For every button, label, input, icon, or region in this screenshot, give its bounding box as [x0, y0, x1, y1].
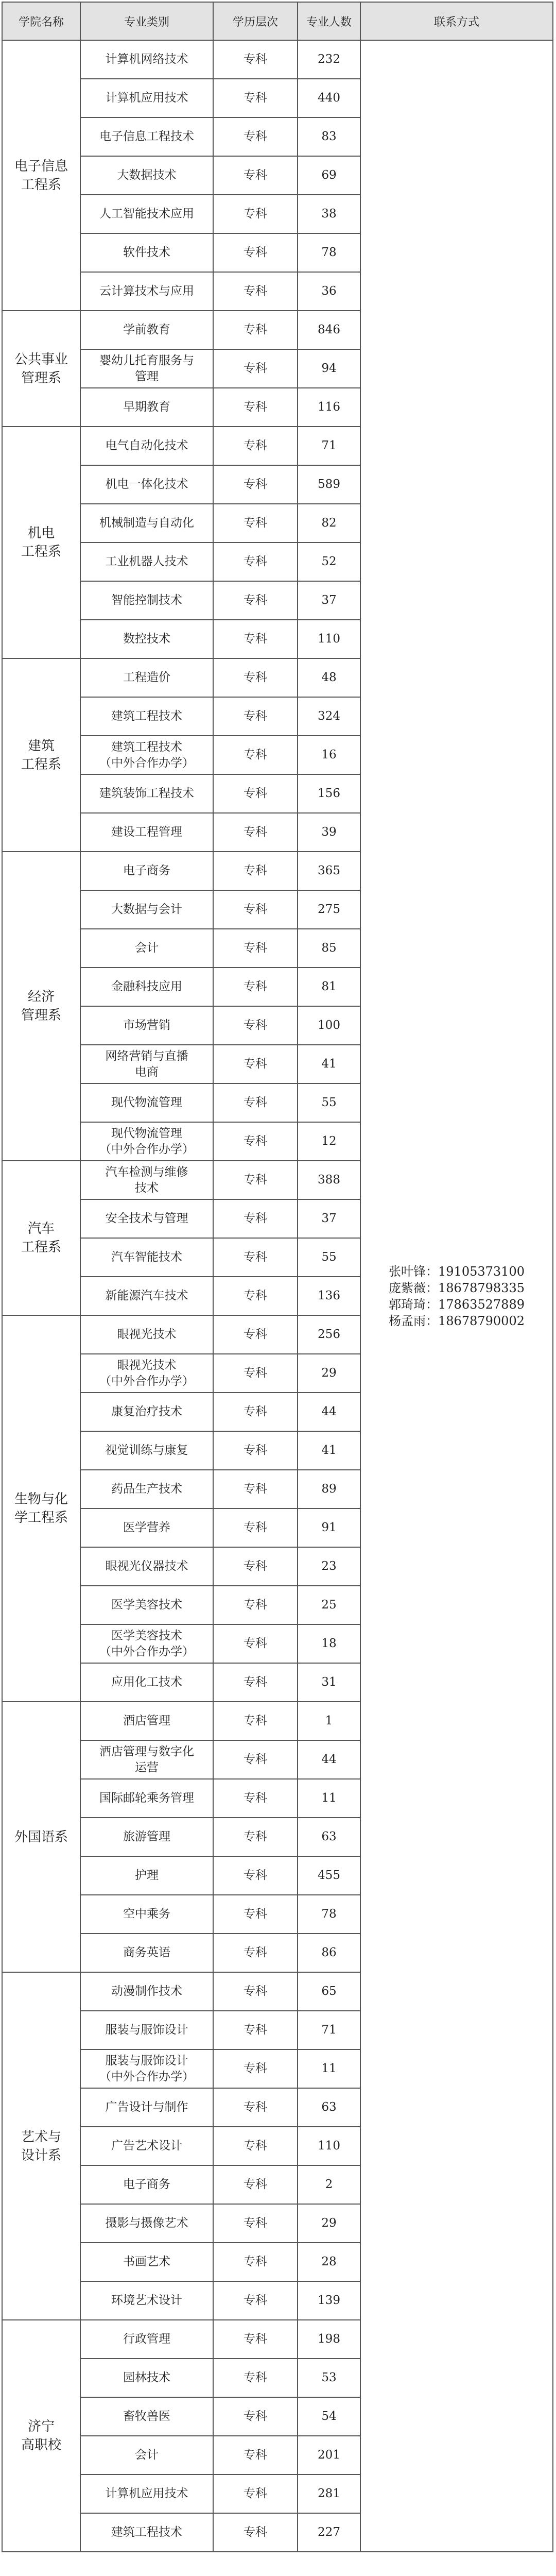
major-cell: 安全技术与管理 — [80, 1199, 213, 1238]
count-cell: 41 — [298, 1431, 360, 1470]
level-cell: 专科 — [213, 1199, 298, 1238]
count-cell: 78 — [298, 1895, 360, 1934]
enrollment-table — [2, 2, 553, 2552]
college-name-cell: 电子信息 工程系 — [2, 40, 80, 311]
major-cell: 电子信息工程技术 — [80, 117, 213, 156]
level-cell: 专科 — [213, 427, 298, 465]
level-cell: 专科 — [213, 2475, 298, 2513]
major-cell: 婴幼儿托育服务与 管理 — [80, 349, 213, 388]
count-cell: 44 — [298, 1393, 360, 1431]
count-cell: 91 — [298, 1509, 360, 1547]
count-cell: 53 — [298, 2359, 360, 2397]
level-cell: 专科 — [213, 2011, 298, 2049]
major-cell: 会计 — [80, 929, 213, 968]
level-cell: 专科 — [213, 1393, 298, 1431]
header-college: 学院名称 — [2, 2, 80, 40]
major-cell: 眼视光仪器技术 — [80, 1547, 213, 1586]
college-name-cell: 艺术与 设计系 — [2, 1972, 80, 2320]
level-cell: 专科 — [213, 311, 298, 349]
level-cell: 专科 — [213, 40, 298, 79]
level-cell: 专科 — [213, 620, 298, 658]
level-cell: 专科 — [213, 1277, 298, 1315]
level-cell: 专科 — [213, 658, 298, 697]
level-cell: 专科 — [213, 1779, 298, 1818]
level-cell: 专科 — [213, 2165, 298, 2204]
count-cell: 11 — [298, 2049, 360, 2088]
header-row — [2, 2, 553, 40]
major-cell: 医学美容技术 — [80, 1586, 213, 1624]
major-cell: 书画艺术 — [80, 2243, 213, 2281]
count-cell: 36 — [298, 272, 360, 311]
college-name-cell: 建筑 工程系 — [2, 658, 80, 852]
count-cell: 71 — [298, 427, 360, 465]
level-cell: 专科 — [213, 2204, 298, 2243]
college-name-cell: 济宁 高职校 — [2, 2320, 80, 2552]
major-cell: 应用化工技术 — [80, 1663, 213, 1702]
college-name-cell: 汽车 工程系 — [2, 1161, 80, 1315]
major-cell: 广告艺术设计 — [80, 2127, 213, 2165]
count-cell: 63 — [298, 1818, 360, 1856]
count-cell: 71 — [298, 2011, 360, 2049]
major-cell: 建设工程管理 — [80, 813, 213, 852]
level-cell: 专科 — [213, 581, 298, 620]
major-cell: 康复治疗技术 — [80, 1393, 213, 1431]
major-cell: 汽车智能技术 — [80, 1238, 213, 1277]
count-cell: 23 — [298, 1547, 360, 1586]
major-cell: 大数据与会计 — [80, 890, 213, 929]
count-cell: 86 — [298, 1934, 360, 1972]
major-cell: 医学美容技术 （中外合作办学） — [80, 1624, 213, 1663]
level-cell: 专科 — [213, 117, 298, 156]
count-cell: 52 — [298, 543, 360, 581]
level-cell: 专科 — [213, 1315, 298, 1354]
count-cell: 81 — [298, 968, 360, 1006]
level-cell: 专科 — [213, 1702, 298, 1740]
level-cell: 专科 — [213, 195, 298, 233]
level-cell: 专科 — [213, 1238, 298, 1277]
count-cell: 324 — [298, 697, 360, 736]
college-name-cell: 外国语系 — [2, 1702, 80, 1972]
major-cell: 眼视光技术 （中外合作办学） — [80, 1354, 213, 1393]
major-cell: 酒店管理 — [80, 1702, 213, 1740]
level-cell: 专科 — [213, 1586, 298, 1624]
level-cell: 专科 — [213, 2436, 298, 2475]
major-cell: 电气自动化技术 — [80, 427, 213, 465]
major-cell: 现代物流管理 — [80, 1083, 213, 1122]
count-cell: 94 — [298, 349, 360, 388]
level-cell: 专科 — [213, 504, 298, 543]
count-cell: 256 — [298, 1315, 360, 1354]
count-cell: 16 — [298, 736, 360, 774]
major-cell: 机械制造与自动化 — [80, 504, 213, 543]
major-cell: 国际邮轮乘务管理 — [80, 1779, 213, 1818]
level-cell: 专科 — [213, 156, 298, 195]
major-cell: 早期教育 — [80, 388, 213, 427]
level-cell: 专科 — [213, 2513, 298, 2552]
major-cell: 行政管理 — [80, 2320, 213, 2359]
count-cell: 12 — [298, 1122, 360, 1161]
count-cell: 281 — [298, 2475, 360, 2513]
college-name-cell: 经济 管理系 — [2, 852, 80, 1161]
major-cell: 计算机网络技术 — [80, 40, 213, 79]
count-cell: 37 — [298, 581, 360, 620]
count-cell: 2 — [298, 2165, 360, 2204]
major-cell: 人工智能技术应用 — [80, 195, 213, 233]
count-cell: 65 — [298, 1972, 360, 2011]
major-cell: 计算机应用技术 — [80, 79, 213, 117]
major-cell: 眼视光技术 — [80, 1315, 213, 1354]
level-cell: 专科 — [213, 1509, 298, 1547]
major-cell: 旅游管理 — [80, 1818, 213, 1856]
major-cell: 服装与服饰设计 — [80, 2011, 213, 2049]
level-cell: 专科 — [213, 2243, 298, 2281]
level-cell: 专科 — [213, 2127, 298, 2165]
count-cell: 29 — [298, 1354, 360, 1393]
count-cell: 69 — [298, 156, 360, 195]
college-name-cell: 机电 工程系 — [2, 427, 80, 658]
header-level: 学历层次 — [213, 2, 298, 40]
count-cell: 365 — [298, 852, 360, 890]
level-cell: 专科 — [213, 697, 298, 736]
level-cell: 专科 — [213, 1856, 298, 1895]
major-cell: 服装与服饰设计 （中外合作办学） — [80, 2049, 213, 2088]
college-name-cell: 公共事业 管理系 — [2, 311, 80, 427]
level-cell: 专科 — [213, 2320, 298, 2359]
major-cell: 汽车检测与维修 技术 — [80, 1161, 213, 1199]
major-cell: 智能控制技术 — [80, 581, 213, 620]
level-cell: 专科 — [213, 272, 298, 311]
major-cell: 市场营销 — [80, 1006, 213, 1045]
major-cell: 工业机器人技术 — [80, 543, 213, 581]
count-cell: 455 — [298, 1856, 360, 1895]
major-cell: 空中乘务 — [80, 1895, 213, 1934]
major-cell: 电子商务 — [80, 2165, 213, 2204]
count-cell: 198 — [298, 2320, 360, 2359]
level-cell: 专科 — [213, 1083, 298, 1122]
major-cell: 动漫制作技术 — [80, 1972, 213, 2011]
level-cell: 专科 — [213, 890, 298, 929]
level-cell: 专科 — [213, 2049, 298, 2088]
level-cell: 专科 — [213, 1934, 298, 1972]
count-cell: 388 — [298, 1161, 360, 1199]
major-cell: 金融科技应用 — [80, 968, 213, 1006]
count-cell: 11 — [298, 1779, 360, 1818]
count-cell: 31 — [298, 1663, 360, 1702]
major-cell: 软件技术 — [80, 233, 213, 272]
major-cell: 视觉训练与康复 — [80, 1431, 213, 1470]
major-cell: 建筑工程技术 （中外合作办学） — [80, 736, 213, 774]
major-cell: 电子商务 — [80, 852, 213, 890]
count-cell: 29 — [298, 2204, 360, 2243]
count-cell: 846 — [298, 311, 360, 349]
major-cell: 环境艺术设计 — [80, 2281, 213, 2320]
count-cell: 44 — [298, 1740, 360, 1779]
major-cell: 新能源汽车技术 — [80, 1277, 213, 1315]
count-cell: 38 — [298, 195, 360, 233]
count-cell: 110 — [298, 620, 360, 658]
major-cell: 网络营销与直播 电商 — [80, 1045, 213, 1083]
header-contact: 联系方式 — [360, 2, 553, 40]
count-cell: 275 — [298, 890, 360, 929]
count-cell: 54 — [298, 2397, 360, 2436]
major-cell: 学前教育 — [80, 311, 213, 349]
major-cell: 会计 — [80, 2436, 213, 2475]
table-body — [2, 40, 553, 2552]
level-cell: 专科 — [213, 1006, 298, 1045]
count-cell: 156 — [298, 774, 360, 813]
major-cell: 计算机应用技术 — [80, 2475, 213, 2513]
level-cell: 专科 — [213, 852, 298, 890]
count-cell: 201 — [298, 2436, 360, 2475]
count-cell: 589 — [298, 465, 360, 504]
major-cell: 医学营养 — [80, 1509, 213, 1547]
count-cell: 37 — [298, 1199, 360, 1238]
college-name-cell: 生物与化 学工程系 — [2, 1315, 80, 1702]
major-cell: 酒店管理与数字化 运营 — [80, 1740, 213, 1779]
contact-line: 杨孟雨：18678790002 — [389, 1313, 525, 1328]
level-cell: 专科 — [213, 968, 298, 1006]
level-cell: 专科 — [213, 388, 298, 427]
major-cell: 云计算技术与应用 — [80, 272, 213, 311]
count-cell: 63 — [298, 2088, 360, 2127]
count-cell: 139 — [298, 2281, 360, 2320]
level-cell: 专科 — [213, 543, 298, 581]
level-cell: 专科 — [213, 2088, 298, 2127]
level-cell: 专科 — [213, 1354, 298, 1393]
level-cell: 专科 — [213, 1624, 298, 1663]
contact-line: 郭琦琦：17863527889 — [389, 1297, 525, 1312]
major-cell: 广告设计与制作 — [80, 2088, 213, 2127]
level-cell: 专科 — [213, 1431, 298, 1470]
major-cell: 数控技术 — [80, 620, 213, 658]
count-cell: 82 — [298, 504, 360, 543]
major-cell: 摄影与摄像艺术 — [80, 2204, 213, 2243]
count-cell: 18 — [298, 1624, 360, 1663]
level-cell: 专科 — [213, 1663, 298, 1702]
contact-line: 张叶锋：19105373100 — [389, 1264, 525, 1279]
level-cell: 专科 — [213, 1547, 298, 1586]
major-cell: 工程造价 — [80, 658, 213, 697]
level-cell: 专科 — [213, 1470, 298, 1509]
major-cell: 护理 — [80, 1856, 213, 1895]
count-cell: 48 — [298, 658, 360, 697]
level-cell: 专科 — [213, 233, 298, 272]
count-cell: 78 — [298, 233, 360, 272]
major-cell: 大数据技术 — [80, 156, 213, 195]
level-cell: 专科 — [213, 1122, 298, 1161]
contact-line: 庞紫薇：18678798335 — [389, 1280, 525, 1295]
major-cell: 商务英语 — [80, 1934, 213, 1972]
count-cell: 116 — [298, 388, 360, 427]
table-row — [2, 40, 553, 79]
major-cell: 建筑装饰工程技术 — [80, 774, 213, 813]
level-cell: 专科 — [213, 1045, 298, 1083]
count-cell: 1 — [298, 1702, 360, 1740]
header-count: 专业人数 — [298, 2, 360, 40]
level-cell: 专科 — [213, 1972, 298, 2011]
level-cell: 专科 — [213, 1740, 298, 1779]
level-cell: 专科 — [213, 1895, 298, 1934]
count-cell: 136 — [298, 1277, 360, 1315]
level-cell: 专科 — [213, 2359, 298, 2397]
count-cell: 100 — [298, 1006, 360, 1045]
header-major: 专业类别 — [80, 2, 213, 40]
level-cell: 专科 — [213, 2281, 298, 2320]
major-cell: 畜牧兽医 — [80, 2397, 213, 2436]
level-cell: 专科 — [213, 929, 298, 968]
level-cell: 专科 — [213, 813, 298, 852]
major-cell: 现代物流管理 （中外合作办学） — [80, 1122, 213, 1161]
count-cell: 85 — [298, 929, 360, 968]
major-cell: 药品生产技术 — [80, 1470, 213, 1509]
level-cell: 专科 — [213, 465, 298, 504]
count-cell: 232 — [298, 40, 360, 79]
count-cell: 39 — [298, 813, 360, 852]
major-cell: 建筑工程技术 — [80, 697, 213, 736]
count-cell: 25 — [298, 1586, 360, 1624]
level-cell: 专科 — [213, 2397, 298, 2436]
count-cell: 89 — [298, 1470, 360, 1509]
contact-cell — [360, 40, 553, 2552]
major-cell: 建筑工程技术 — [80, 2513, 213, 2552]
major-cell: 园林技术 — [80, 2359, 213, 2397]
count-cell: 440 — [298, 79, 360, 117]
major-cell: 机电一体化技术 — [80, 465, 213, 504]
level-cell: 专科 — [213, 1818, 298, 1856]
count-cell: 28 — [298, 2243, 360, 2281]
count-cell: 83 — [298, 117, 360, 156]
count-cell: 41 — [298, 1045, 360, 1083]
count-cell: 55 — [298, 1083, 360, 1122]
count-cell: 55 — [298, 1238, 360, 1277]
level-cell: 专科 — [213, 349, 298, 388]
level-cell: 专科 — [213, 1161, 298, 1199]
count-cell: 110 — [298, 2127, 360, 2165]
level-cell: 专科 — [213, 79, 298, 117]
level-cell: 专科 — [213, 736, 298, 774]
count-cell: 227 — [298, 2513, 360, 2552]
level-cell: 专科 — [213, 774, 298, 813]
